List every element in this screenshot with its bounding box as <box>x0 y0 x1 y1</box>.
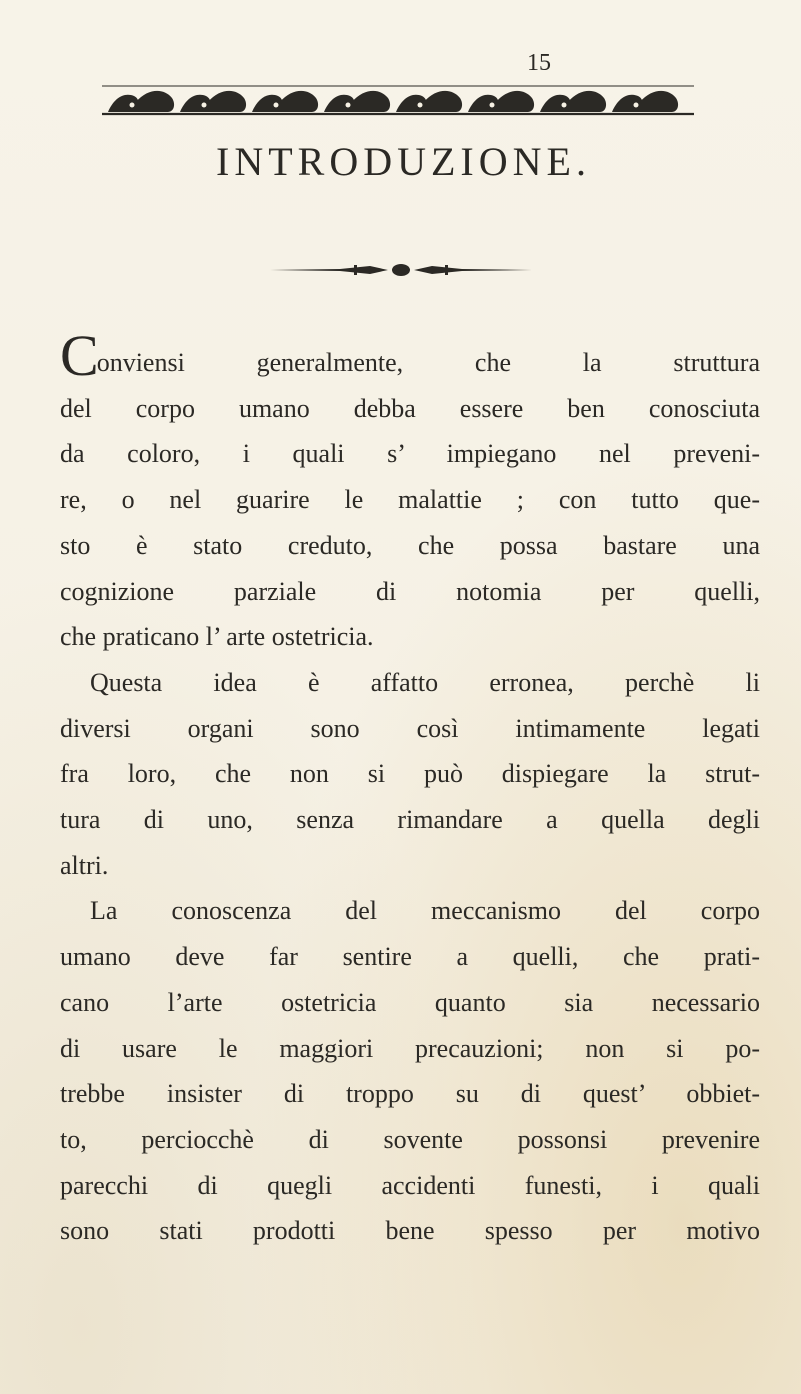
text-line: di usare le maggiori precauzioni; non si po- <box>60 1033 760 1063</box>
text-line: cognizione parziale di notomia per quelli, <box>60 576 760 606</box>
text-line: Conviensi generalmente, che la struttura <box>60 323 760 388</box>
header-frieze-icon <box>98 78 698 118</box>
body-text <box>60 323 760 1254</box>
text-line: re, o nel guarire le malattie ; con tutto que- <box>60 485 760 515</box>
text-line: cano l’arte ostetricia quanto sia necessario <box>60 987 760 1017</box>
text-line: sono stati prodotti bene spesso per motivo <box>60 1216 760 1246</box>
text-line: da coloro, i quali s’ impiegano nel preveni- <box>60 439 760 469</box>
text-line: umano deve far sentire a quelli, che prati- <box>60 942 760 972</box>
text-line: altri. <box>60 850 109 880</box>
page-number: 15 <box>527 50 551 76</box>
drop-cap: C <box>60 323 99 388</box>
text-line: parecchi di quegli accidenti funesti, i quali <box>60 1170 760 1200</box>
text-line: fra loro, che non si può dispiegare la strut- <box>60 759 760 789</box>
text-line: sto è stato creduto, che possa bastare una <box>60 530 760 560</box>
text-line: diversi organi sono così intimamente legati <box>60 713 760 743</box>
text-line: Questa idea è affatto erronea, perchè li <box>90 667 760 697</box>
text-line: del corpo umano debba essere ben conosciuta <box>60 393 760 423</box>
text-line: trebbe insister di troppo su di quest’ obbiet- <box>60 1079 760 1109</box>
text-line: tura di uno, senza rimandare a quella degli <box>60 805 760 835</box>
text-line: La conoscenza del meccanismo del corpo <box>90 896 760 926</box>
text-line: che praticano l’ arte ostetricia. <box>60 622 374 652</box>
divider-rule-icon <box>270 260 532 280</box>
chapter-title: INTRODUZIONE. <box>216 139 591 184</box>
text-line: to, perciocchè di sovente possonsi prevenire <box>60 1124 760 1154</box>
